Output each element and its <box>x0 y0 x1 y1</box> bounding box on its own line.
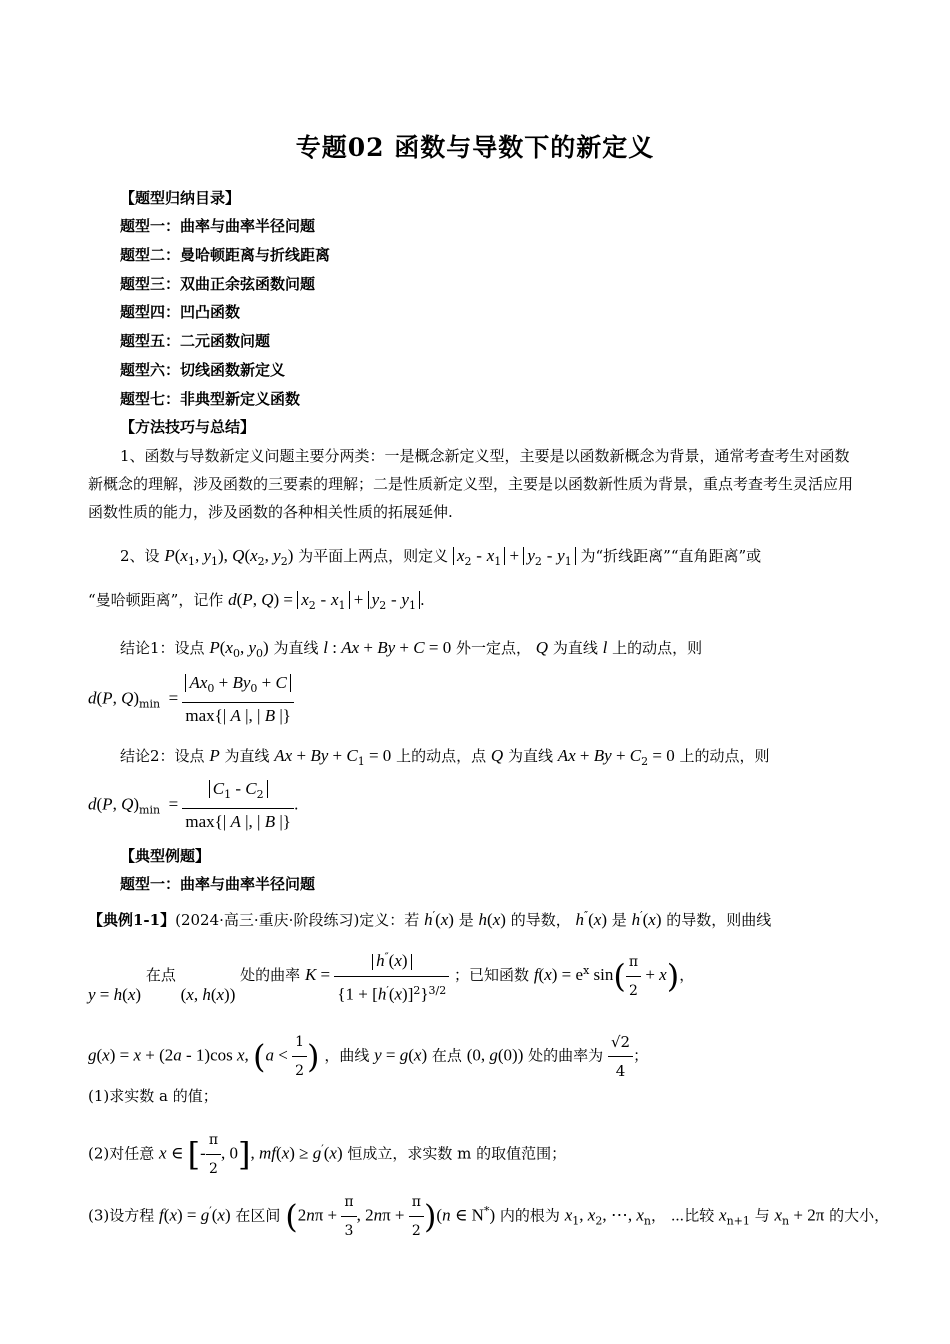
examples-header: 【典型例题】 <box>120 847 211 865</box>
toc-header: 【题型归纳目录】 <box>120 189 241 207</box>
example-1-1-line1: 【典例1-1】(2024·高三·重庆·阶段练习)定义：若 h′(x) 是 h(x) 的导数， h″(x) 是 h′(x) 的导数，则曲线 <box>88 909 772 929</box>
conclusion-2-line: 结论2：设点 P 为直线 $Ax + By + C_1 = 0$ 上的动点，点 Q 为直线 $Ax + By + C_2 = 0$ 上的动点，则 <box>120 746 770 768</box>
methods-paragraph-1: 1、函数与导数新定义问题主要分两类：一是概念新定义型，主要是以函数新概念为背景，通常考查考生对函数新概念的理解，涉及函数的三要素的理解；二是性质新定义型，主要是以函数新性质为背景，重点考查考生灵活应用函数性质的能力，涉及函数的各种相关性质的拓展延伸. <box>88 447 854 521</box>
methods-header: 【方法技巧与总结】 <box>120 418 256 436</box>
example-1-1-line3: g(x) = x + (2a - 1)cos x, (a < $\frac{1}{2}$ ) ，曲线 y = g(x) 在点 (0, g(0)) 处的曲率为 $\frac{√2}{4}$ ； <box>88 1030 648 1083</box>
toc-item-2: 题型二：曼哈顿距离与折线距离 <box>120 246 331 264</box>
page-title: 专题02 函数与导数下的新定义 <box>295 133 655 162</box>
methods-p2-line1: 2、设 $P(x_1$, $y_1$), $Q(x_2$, $y_2$) 为平面上两点，则定义 $x_2 - x_1 + y_2 - y_1$ 为“折线距离”“直角距离”或 <box>120 546 762 568</box>
toc-item-3: 题型三：双曲正余弦函数问题 <box>120 275 316 293</box>
question-3: (3)设方程 f(x) = g′(x) 在区间 (2nπ + $\frac{\pi}{3}$ , 2nπ + $\frac{\pi}{2}$ )(n ∈ N*) 内的根为 $x_1$, $x_2$, ⋯, $x_n$， ⋯比较 $x_{n+1}$ 与 $x_n + 2\pi$ 的大小， <box>88 1190 889 1243</box>
toc-item-5: 题型五：二元函数问题 <box>120 332 271 350</box>
conclusion-2-formula: d(P, $Q)_{min}$ = $\frac{C_1 - C_2}{\max\{| A |, | B |\}}$ . <box>88 779 299 831</box>
question-2: (2)对任意 x ∈ [- $\frac{\pi}{2}$ , 0], mf(x) ≥ g′(x) 恒成立，求实数 m 的取值范围； <box>88 1128 566 1181</box>
methods-p2-line2: “曼哈顿距离”，记作 d(P, $Q) = x_2 - x_1 + y_2 - y_1$ . <box>88 590 425 612</box>
toc-item-7: 题型七：非典型新定义函数 <box>120 390 301 408</box>
toc-item-4: 题型四：凹凸函数 <box>120 303 241 321</box>
conclusion-1-formula: d(P, $Q)_{min}$ = $\frac{Ax_0 + By_0 + C}{\max\{| A |, | B |\}}$ <box>88 672 294 727</box>
toc-item-1: 题型一：曲率与曲率半径问题 <box>120 217 316 235</box>
conclusion-1-line: 结论1：设点 $P(x_0$, $y_0$) 为直线 l : Ax + By + C = 0 外一定点， Q 为直线 l 上的动点，则 <box>120 638 703 660</box>
examples-type1: 题型一：曲率与曲率半径问题 <box>120 875 316 893</box>
toc-item-6: 题型六：切线函数新定义 <box>120 361 286 379</box>
question-1: (1)求实数 a 的值； <box>88 1087 218 1105</box>
example-1-1-line2: y = h(x) 在点 (x, h(x)) 处的曲率 K = $\frac{h''(x)}{\{1 + [h'(x)]^2\}^{3/2}}$ ；已知函数 $f(x) = e^x$ sin( $\frac{\pi}{2}$ + x)， <box>88 945 694 1007</box>
